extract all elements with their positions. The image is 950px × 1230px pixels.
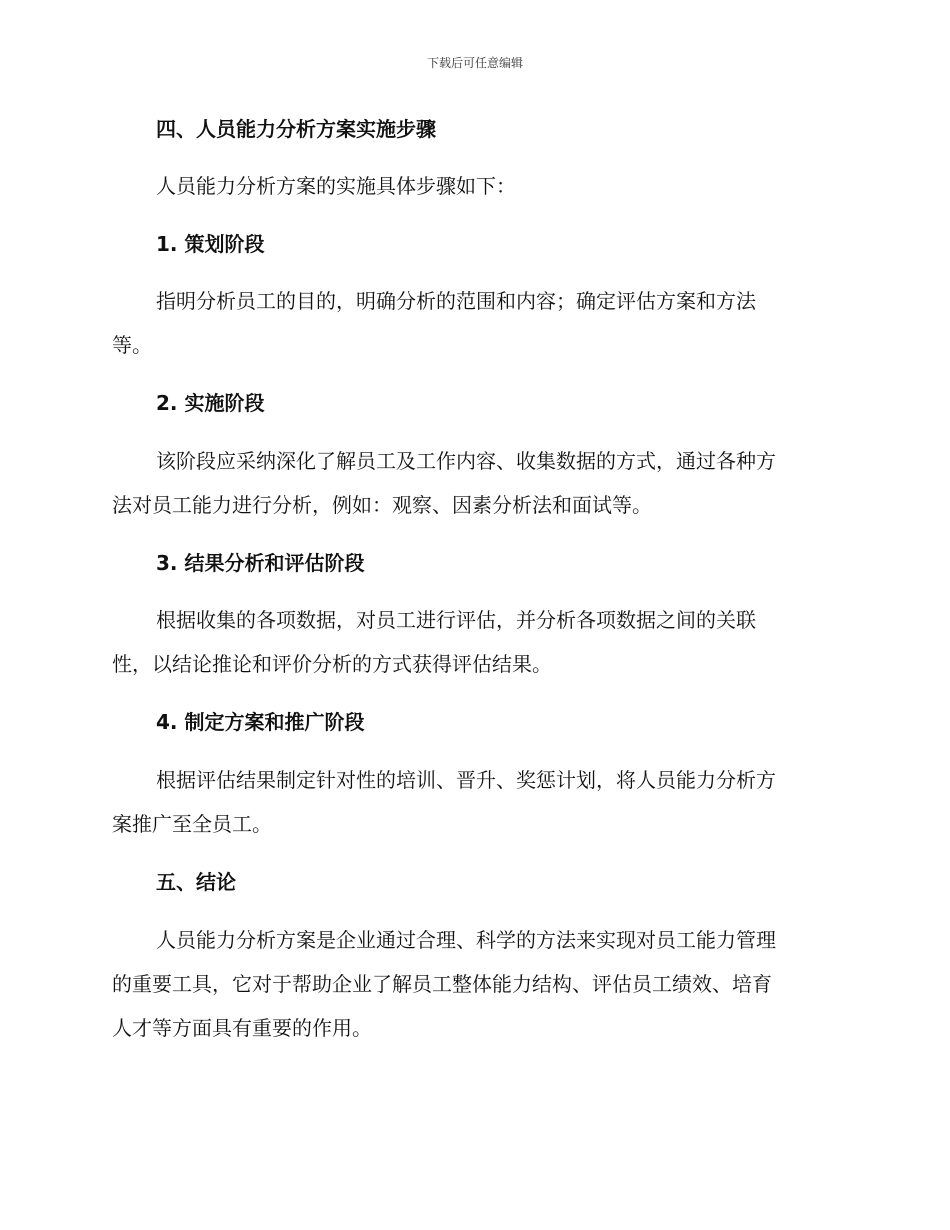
step-paragraph-analysis-evaluation <box>112 598 834 686</box>
section-heading-implementation-steps: 四、人员能力分析方案实施步骤 <box>156 117 436 141</box>
paragraph-line: 根据收集的各项数据，对员工进行评估，并分析各项数据之间的关联 <box>156 608 756 632</box>
conclusion-paragraph <box>112 918 834 1050</box>
paragraph-line: 等。 <box>112 333 152 357</box>
step-heading-plan-promotion: 4. 制定方案和推广阶段 <box>156 710 365 734</box>
paragraph-line: 法对员工能力进行分析，例如：观察、因素分析法和面试等。 <box>112 493 652 517</box>
paragraph-line: 人员能力分析方案的实施具体步骤如下： <box>156 174 516 198</box>
paragraph-line: 该阶段应采纳深化了解员工及工作内容、收集数据的方式，通过各种方 <box>156 449 776 473</box>
paragraph-line: 指明分析员工的目的，明确分析的范围和内容；确定评估方案和方法 <box>156 289 756 313</box>
page-header-note: 下载后可任意编辑 <box>426 56 523 70</box>
step-paragraph-implementation <box>112 439 834 527</box>
paragraph-line: 根据评估结果制定针对性的培训、晋升、奖惩计划，将人员能力分析方 <box>156 768 776 792</box>
paragraph-line: 性，以结论推论和评价分析的方式获得评估结果。 <box>112 652 552 676</box>
step-heading-implementation: 2. 实施阶段 <box>156 391 265 415</box>
paragraph-line: 人员能力分析方案是企业通过合理、科学的方法来实现对员工能力管理 <box>156 928 776 952</box>
step-heading-analysis-evaluation: 3. 结果分析和评估阶段 <box>156 551 365 575</box>
paragraph-line: 人才等方面具有重要的作用。 <box>112 1016 372 1040</box>
paragraph-line: 案推广至全员工。 <box>112 812 272 836</box>
section-intro-paragraph <box>112 164 834 208</box>
step-paragraph-plan-promotion <box>112 758 834 846</box>
step-heading-planning: 1. 策划阶段 <box>156 232 265 256</box>
step-paragraph-planning <box>112 279 834 367</box>
section-heading-conclusion: 五、结论 <box>156 870 236 894</box>
paragraph-line: 的重要工具，它对于帮助企业了解员工整体能力结构、评估员工绩效、培育 <box>112 972 772 996</box>
